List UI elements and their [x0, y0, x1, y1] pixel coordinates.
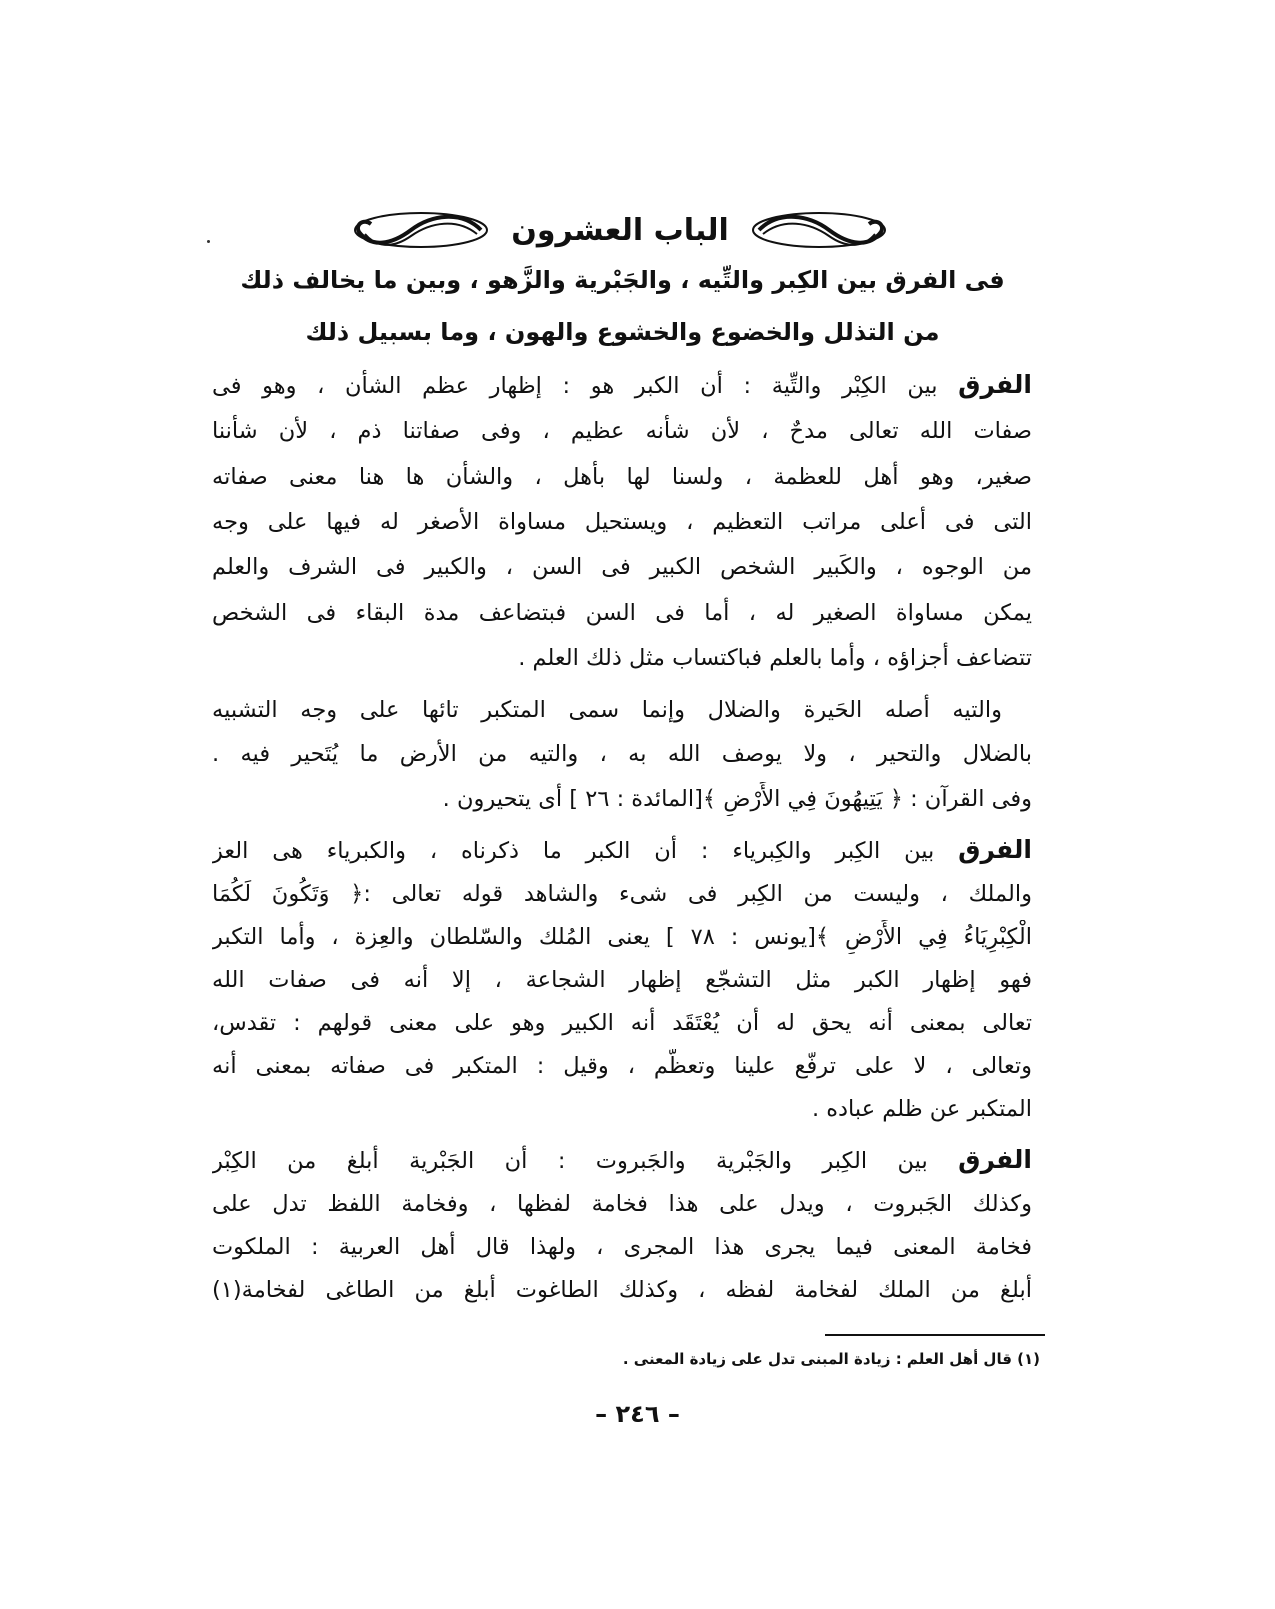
text-line: أبلغ من الملك لفخامة لفظه ، وكذلك الطاغوت أبلغ من الطاغى لفخامة(١) — [212, 1277, 1032, 1303]
text-line: صفات الله تعالى مدحٌ ، لأن شأنه عظيم ، وفى صفاتنا ذم ، لأن شأننا — [212, 418, 1032, 444]
footnote: (١) قال أهل العلم : زيادة المبنى تدل على زيادة المعنى . — [622, 1350, 1040, 1368]
text-line: الْكِبْرِيَاءُ فِي الأَرْضِ ﴾[يونس : ٧٨ ] يعنى المُلك والسّلطان والعِزة ، وأما التكبر — [212, 924, 1032, 950]
ornament-right-icon — [749, 210, 889, 250]
line-text: بين الكِبر والكِبرياء : أن الكبر ما ذكرناه ، والكبرياء هى العز — [212, 838, 935, 864]
text-line: فخامة المعنى فيما يجرى هذا المجرى ، ولهذا قال أهل العربية : الملكوت — [212, 1234, 1032, 1260]
text-line: بالضلال والتحير ، ولا يوصف الله به ، والتيه من الأرض ما يُتَحير فيه . — [212, 741, 1032, 767]
section-lead: الفرق — [958, 835, 1032, 864]
line-text: بين الكِبْر والتِّية : أن الكبر هو : إظهار عظم الشأن ، وهو فى — [212, 373, 938, 399]
text-line: تعالى بمعنى أنه يحق له أن يُعْتَقَد أنه الكبير وهو على معنى قولهم : تقدس، — [212, 1010, 1032, 1036]
text-line: وتعالى ، لا على ترفّع علينا وتعظّم ، وقيل : المتكبر فى صفاته بمعنى أنه — [212, 1053, 1032, 1079]
scan-speck — [207, 240, 210, 243]
section-lead: الفرق — [958, 1145, 1032, 1174]
section-lead: الفرق — [958, 370, 1032, 399]
subtitle-line: من التذلل والخضوع والخشوع والهون ، وما بسبيل ذلك — [305, 318, 940, 346]
chapter-title: الباب العشرون — [511, 212, 729, 248]
text-line — [212, 1143, 1032, 1178]
subtitle-line: فى الفرق بين الكِبر والتِّيه ، والجَبْرية والزَّهو ، وبين ما يخالف ذلك — [240, 266, 1005, 294]
text-line: والتيه أصله الحَيرة والضلال وإنما سمى المتكبر تائها على وجه التشبيه — [212, 697, 1002, 723]
text-line: والملك ، وليست من الكِبر فى شىء والشاهد قوله تعالى :﴿ وَتَكُونَ لَكُمَا — [212, 881, 1032, 907]
text-line: يمكن مساواة الصغير له ، أما فى السن فبتضاعف مدة البقاء فى الشخص — [212, 600, 1032, 626]
text-line: المتكبر عن ظلم عباده . — [811, 1096, 1032, 1122]
text-line: وكذلك الجَبروت ، ويدل على هذا فخامة لفظها ، وفخامة اللفظ تدل على — [212, 1191, 1032, 1217]
line-text: بين الكِبر والجَبْرية والجَبروت : أن الجَبْرية أبلغ من الكِبْر — [212, 1148, 928, 1174]
text-line — [212, 368, 1032, 403]
text-line: فهو إظهار الكبر مثل التشجّع إظهار الشجاعة ، إلا أنه فى صفات الله — [212, 967, 1032, 993]
text-line: وفى القرآن : ﴿ يَتِيهُونَ فِي الأَرْضِ ﴾[المائدة : ٢٦ ] أى يتحيرون . — [442, 786, 1032, 812]
chapter-heading — [320, 200, 920, 260]
text-line: من الوجوه ، والكَبير الشخص الكبير فى السن ، والكبير فى الشرف والعلم — [212, 554, 1032, 580]
text-line: صغير، وهو أهل للعظمة ، ولسنا لها بأهل ، والشأن ها هنا معنى صفاته — [212, 464, 1032, 490]
text-line: التى فى أعلى مراتب التعظيم ، ويستحيل مساواة الأصغر له فيها على وجه — [212, 509, 1032, 535]
text-line — [212, 833, 1032, 868]
ornament-left-icon — [351, 210, 491, 250]
footnote-divider — [825, 1334, 1045, 1336]
text-line: تتضاعف أجزاؤه ، وأما بالعلم فباكتساب مثل ذلك العلم . — [518, 645, 1032, 671]
page-number: – ٢٤٦ – — [595, 1400, 680, 1428]
